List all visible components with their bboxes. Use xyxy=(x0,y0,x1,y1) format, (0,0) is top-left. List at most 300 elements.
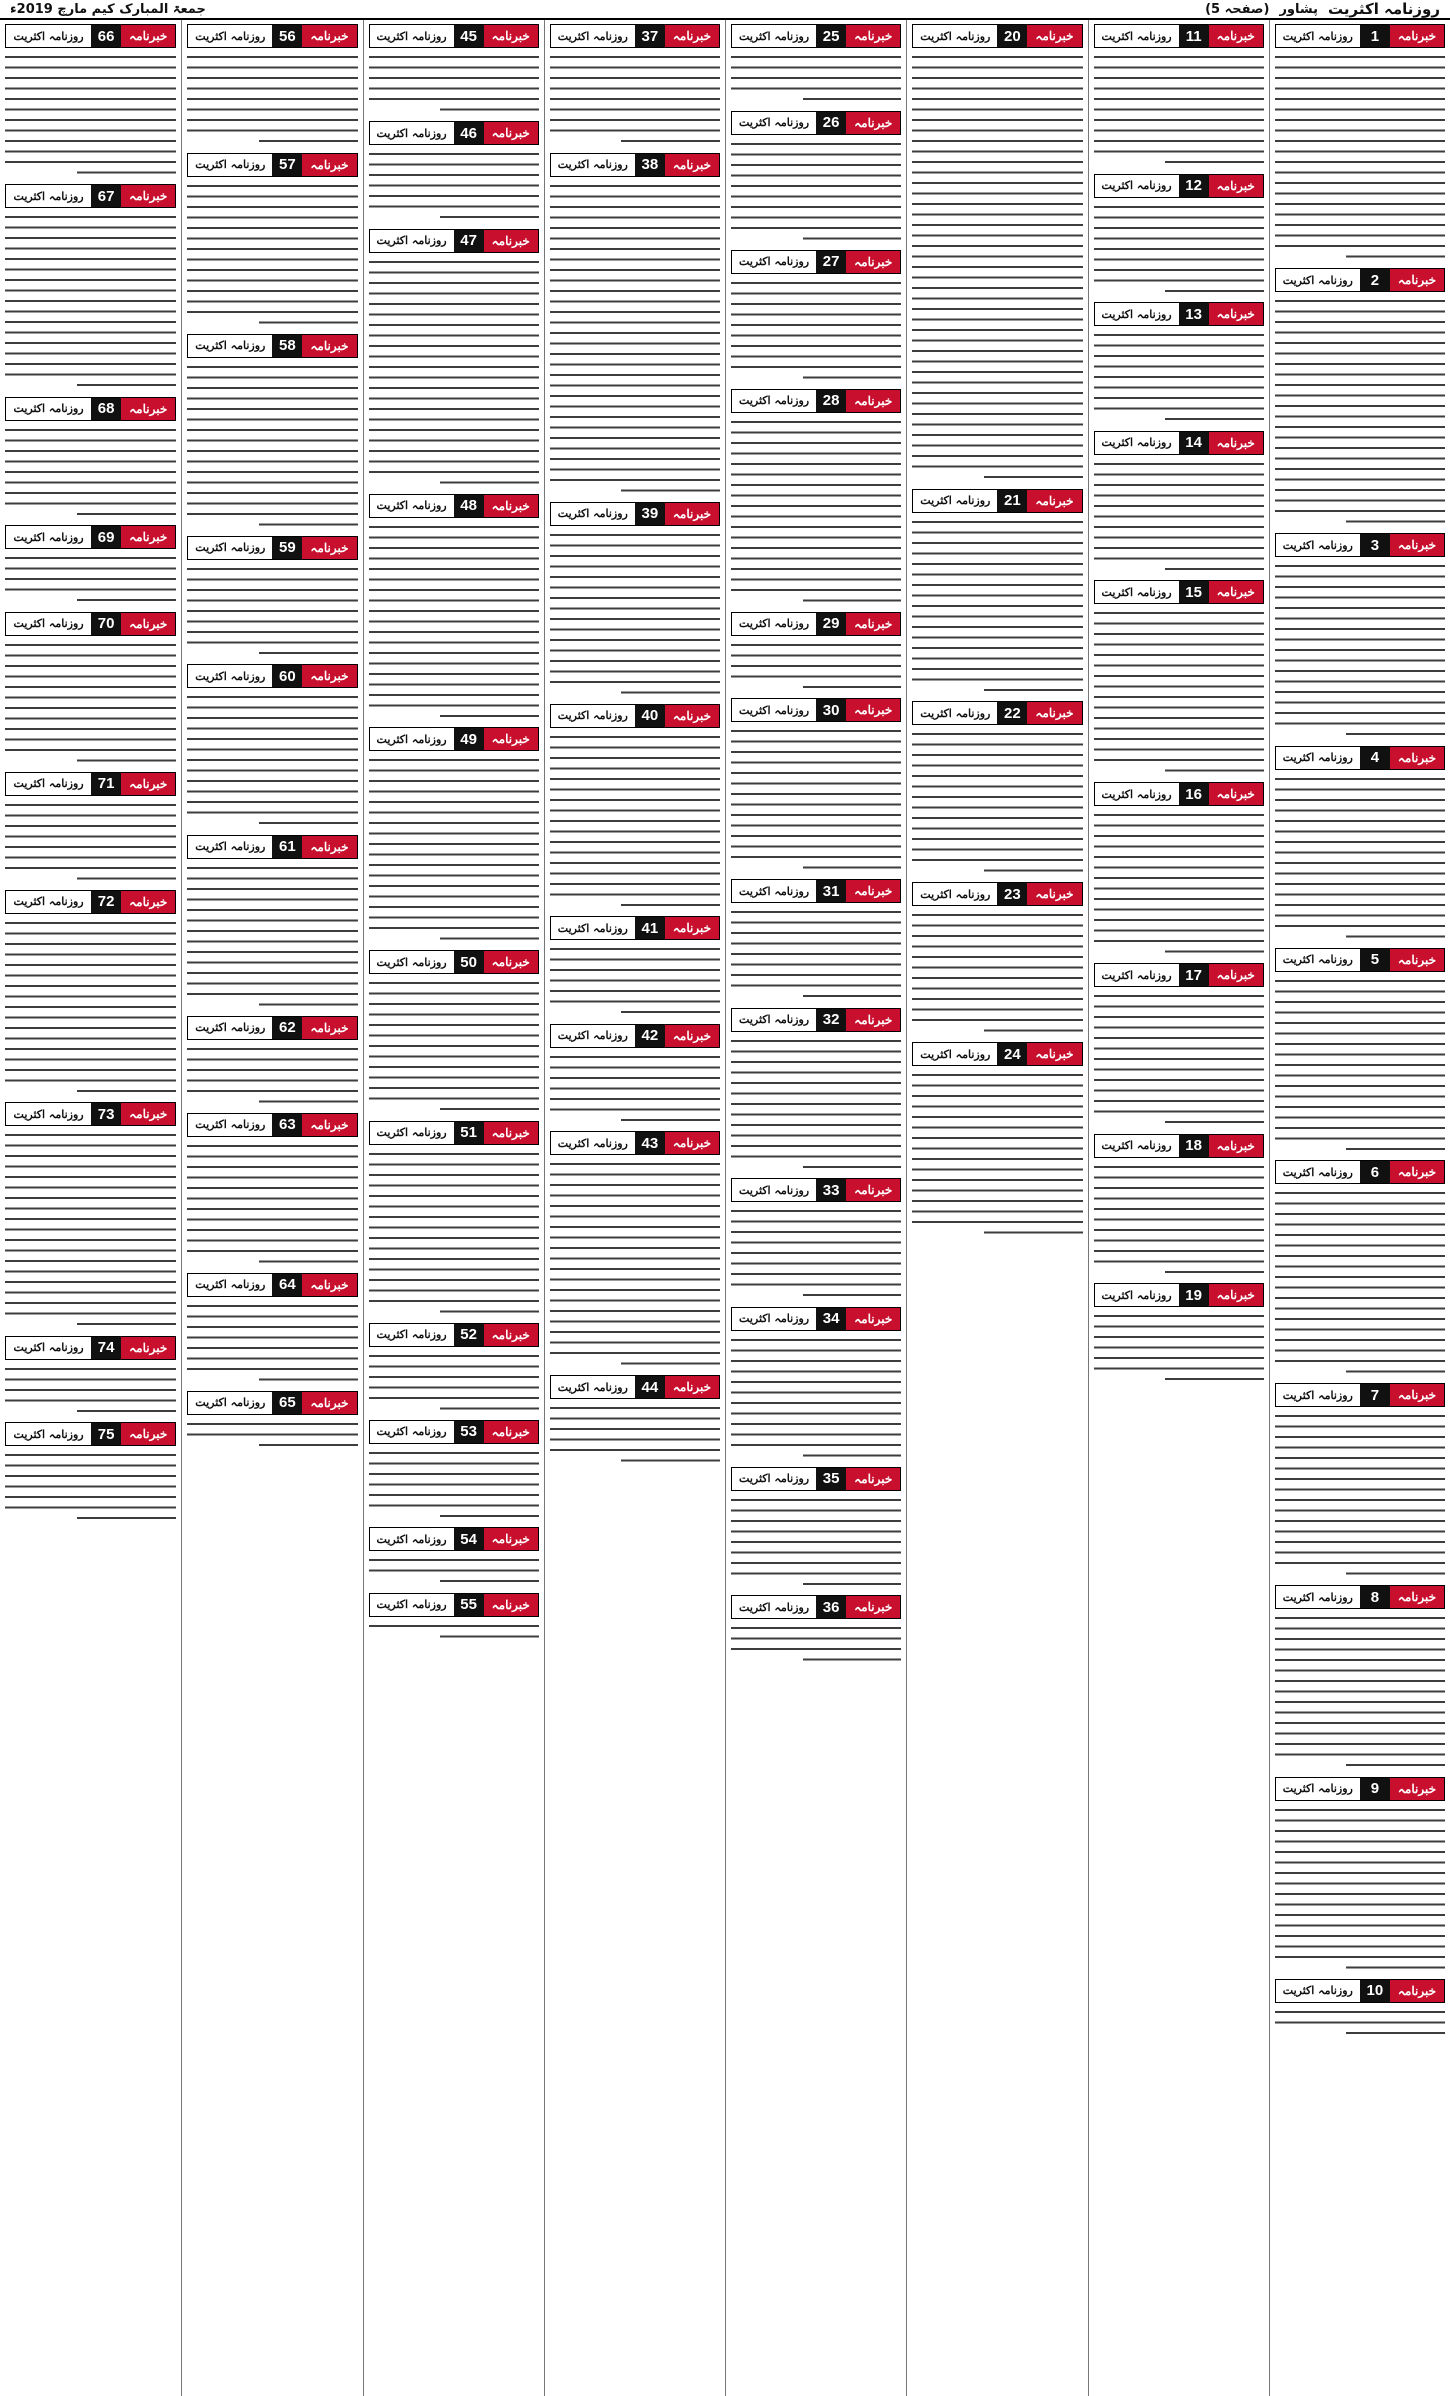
news-brief xyxy=(731,1008,901,1173)
brief-badge: خبرنامہ xyxy=(302,335,356,357)
brief-label xyxy=(550,24,720,48)
brief-source: روزنامہ اکثریت xyxy=(557,1136,628,1150)
brief-label xyxy=(369,24,539,48)
brief-body-text xyxy=(1275,1805,1445,1973)
brief-label xyxy=(187,1016,357,1040)
brief-source: روزنامہ اکثریت xyxy=(1101,1288,1172,1302)
news-brief xyxy=(5,397,176,520)
brief-source: روزنامہ اکثریت xyxy=(739,1013,810,1026)
news-brief xyxy=(5,612,176,766)
brief-body-text xyxy=(912,729,1082,876)
brief-body-text xyxy=(1094,1162,1264,1278)
brief-number: 14 xyxy=(1179,432,1209,454)
brief-source: روزنامہ اکثریت xyxy=(920,494,991,507)
brief-number: 56 xyxy=(272,25,302,47)
brief-body-text xyxy=(1094,202,1264,297)
brief-label xyxy=(1275,1383,1445,1407)
brief-body-text xyxy=(369,1555,539,1587)
news-brief xyxy=(1094,431,1264,575)
brief-body-text xyxy=(1275,774,1445,942)
brief-label xyxy=(187,24,357,48)
news-brief xyxy=(1094,174,1264,297)
brief-label xyxy=(1094,24,1264,48)
brief-label xyxy=(912,701,1082,725)
page-header xyxy=(0,0,1450,20)
brief-source: روزنامہ اکثریت xyxy=(739,116,810,129)
brief-body-text xyxy=(731,1335,901,1461)
brief-badge: خبرنامہ xyxy=(1209,581,1263,603)
brief-body-text xyxy=(731,1623,901,1665)
brief-label xyxy=(369,121,539,145)
brief-source: روزنامہ اکثریت xyxy=(376,1328,447,1341)
brief-source: روزنامہ اکثریت xyxy=(195,1118,266,1131)
brief-number: 60 xyxy=(272,665,302,687)
brief-badge: خبرنامہ xyxy=(1209,175,1263,197)
brief-label xyxy=(912,882,1082,906)
brief-source: روزنامہ اکثریت xyxy=(739,29,810,43)
brief-label xyxy=(5,525,176,549)
news-brief xyxy=(187,536,357,659)
brief-label xyxy=(731,389,901,413)
news-brief xyxy=(912,489,1082,696)
brief-badge: خبرنامہ xyxy=(1390,1161,1444,1183)
brief-body-text xyxy=(187,52,357,147)
news-brief xyxy=(369,1420,539,1522)
brief-badge: خبرنامہ xyxy=(484,122,538,144)
brief-body-text xyxy=(369,257,539,488)
brief-label xyxy=(1275,1160,1445,1184)
brief-number: 42 xyxy=(635,1025,665,1047)
brief-badge: خبرنامہ xyxy=(665,154,719,176)
brief-label xyxy=(912,24,1082,48)
brief-body-text xyxy=(187,692,357,829)
news-brief xyxy=(731,1307,901,1461)
brief-badge: خبرنامہ xyxy=(1209,25,1263,47)
brief-badge: خبرنامہ xyxy=(484,1122,538,1144)
brief-body-text xyxy=(1275,1411,1445,1579)
brief-badge: خبرنامہ xyxy=(1027,1043,1081,1065)
brief-body-text xyxy=(369,149,539,223)
brief-body-text xyxy=(1275,2007,1445,2039)
news-brief xyxy=(5,525,176,606)
brief-source: روزنامہ اکثریت xyxy=(557,709,628,722)
brief-badge: خبرنامہ xyxy=(1209,964,1263,986)
brief-source: روزنامہ اکثریت xyxy=(195,158,266,171)
brief-body-text xyxy=(5,553,176,606)
brief-number: 54 xyxy=(454,1528,484,1550)
brief-body-text xyxy=(731,1495,901,1590)
brief-source: روزنامہ اکثریت xyxy=(13,530,84,544)
brief-number: 28 xyxy=(816,390,846,412)
brief-body-text xyxy=(5,918,176,1097)
brief-badge: خبرنامہ xyxy=(1209,783,1263,805)
news-brief xyxy=(550,502,720,698)
brief-number: 68 xyxy=(91,398,121,420)
brief-source: روزنامہ اکثریت xyxy=(13,617,84,630)
brief-number: 7 xyxy=(1360,1384,1390,1406)
brief-source: روزنامہ اکثریت xyxy=(13,895,84,908)
brief-body-text xyxy=(1094,459,1264,575)
brief-label xyxy=(1275,533,1445,557)
brief-badge: خبرنامہ xyxy=(1390,25,1444,47)
brief-body-text xyxy=(1275,296,1445,527)
brief-source: روزنامہ اکثریت xyxy=(920,706,991,720)
news-brief xyxy=(5,772,176,884)
brief-body-text xyxy=(369,52,539,115)
news-brief xyxy=(1094,1283,1264,1385)
brief-number: 65 xyxy=(272,1392,302,1414)
brief-number: 48 xyxy=(454,495,484,517)
news-column xyxy=(181,20,362,2396)
news-brief xyxy=(187,153,357,328)
brief-source: روزنامہ اکثریت xyxy=(376,955,447,969)
news-brief xyxy=(1094,963,1264,1128)
brief-label xyxy=(5,1336,176,1360)
brief-source: روزنامہ اکثریت xyxy=(557,507,628,520)
brief-number: 11 xyxy=(1179,25,1209,47)
news-brief xyxy=(1275,1383,1445,1579)
brief-source: روزنامہ اکثریت xyxy=(13,1427,84,1441)
brief-body-text xyxy=(187,362,357,530)
brief-number: 32 xyxy=(816,1009,846,1031)
brief-source: روزنامہ اکثریت xyxy=(13,777,84,790)
brief-label xyxy=(731,612,901,636)
brief-body-text xyxy=(369,522,539,722)
brief-source: روزنامہ اکثریت xyxy=(1282,273,1353,287)
news-brief xyxy=(912,701,1082,876)
brief-label xyxy=(1094,302,1264,326)
brief-label xyxy=(912,489,1082,513)
brief-source: روزنامہ اکثریت xyxy=(739,394,810,407)
brief-label xyxy=(731,111,901,135)
news-brief xyxy=(550,24,720,147)
news-brief xyxy=(1094,24,1264,168)
brief-body-text xyxy=(187,1141,357,1267)
brief-number: 30 xyxy=(816,699,846,721)
brief-badge: خبرنامہ xyxy=(846,1596,900,1618)
news-brief xyxy=(369,950,539,1115)
brief-body-text xyxy=(912,910,1082,1036)
brief-label xyxy=(1094,963,1264,987)
news-brief xyxy=(187,1391,357,1451)
news-brief xyxy=(550,704,720,911)
news-columns xyxy=(0,20,1450,2396)
brief-label xyxy=(1094,782,1264,806)
brief-badge: خبرنامہ xyxy=(302,154,356,176)
brief-body-text xyxy=(1275,52,1445,262)
brief-number: 49 xyxy=(454,728,484,750)
brief-label xyxy=(1275,24,1445,48)
news-brief xyxy=(731,250,901,383)
brief-label xyxy=(550,704,720,728)
brief-source: روزنامہ اکثریت xyxy=(1101,787,1172,801)
brief-number: 43 xyxy=(635,1132,665,1154)
brief-number: 67 xyxy=(91,185,121,207)
news-brief xyxy=(369,494,539,722)
brief-body-text xyxy=(1275,1613,1445,1771)
news-brief xyxy=(731,1595,901,1665)
brief-number: 63 xyxy=(272,1114,302,1136)
brief-body-text xyxy=(912,1070,1082,1238)
brief-badge: خبرنامہ xyxy=(846,1009,900,1031)
brief-body-text xyxy=(550,530,720,698)
brief-number: 4 xyxy=(1360,747,1390,769)
brief-label xyxy=(731,24,901,48)
brief-badge: خبرنامہ xyxy=(1390,949,1444,971)
brief-body-text xyxy=(5,1364,176,1417)
brief-label xyxy=(369,1593,539,1617)
brief-label xyxy=(731,1307,901,1331)
brief-badge: خبرنامہ xyxy=(1390,269,1444,291)
brief-label xyxy=(1094,1134,1264,1158)
news-brief xyxy=(187,24,357,147)
news-brief xyxy=(187,1016,357,1107)
brief-source: روزنامہ اکثریت xyxy=(739,1183,810,1197)
brief-number: 59 xyxy=(272,537,302,559)
brief-number: 52 xyxy=(454,1324,484,1346)
brief-badge: خبرنامہ xyxy=(665,25,719,47)
brief-badge: خبرنامہ xyxy=(665,705,719,727)
brief-number: 46 xyxy=(454,122,484,144)
brief-number: 22 xyxy=(997,702,1027,724)
news-column xyxy=(1088,20,1269,2396)
brief-body-text xyxy=(550,944,720,1018)
brief-badge: خبرنامہ xyxy=(302,537,356,559)
news-brief xyxy=(1094,302,1264,425)
brief-number: 57 xyxy=(272,154,302,176)
brief-badge: خبرنامہ xyxy=(665,1025,719,1047)
brief-label xyxy=(5,1422,176,1446)
brief-number: 2 xyxy=(1360,269,1390,291)
brief-label xyxy=(5,890,176,914)
brief-source: روزنامہ اکثریت xyxy=(13,1107,84,1121)
brief-number: 23 xyxy=(997,883,1027,905)
brief-number: 18 xyxy=(1179,1135,1209,1157)
city-name: پشاور xyxy=(1279,1,1318,17)
brief-label xyxy=(550,153,720,177)
news-brief xyxy=(1275,1160,1445,1377)
brief-label xyxy=(5,184,176,208)
brief-body-text xyxy=(187,1301,357,1385)
brief-badge: خبرنامہ xyxy=(121,613,175,635)
brief-label xyxy=(731,698,901,722)
brief-body-text xyxy=(550,1403,720,1466)
brief-source: روزنامہ اکثریت xyxy=(1101,585,1172,599)
brief-source: روزنامہ اکثریت xyxy=(13,1341,84,1354)
news-brief xyxy=(912,1042,1082,1238)
brief-body-text xyxy=(731,278,901,383)
brief-body-text xyxy=(369,1149,539,1317)
brief-badge: خبرنامہ xyxy=(1390,1384,1444,1406)
brief-body-text xyxy=(369,1351,539,1414)
brief-label xyxy=(1275,268,1445,292)
news-brief xyxy=(369,24,539,115)
brief-source: روزنامہ اکثریت xyxy=(376,499,447,512)
brief-source: روزنامہ اکثریت xyxy=(376,1425,447,1438)
brief-label xyxy=(1275,1777,1445,1801)
brief-source: روزنامہ اکثریت xyxy=(1282,1165,1353,1179)
brief-badge: خبرنامہ xyxy=(846,613,900,635)
news-brief xyxy=(1275,24,1445,262)
brief-label xyxy=(187,536,357,560)
brief-number: 58 xyxy=(272,335,302,357)
brief-number: 71 xyxy=(91,773,121,795)
news-brief xyxy=(369,1121,539,1317)
brief-number: 73 xyxy=(91,1103,121,1125)
news-brief xyxy=(187,664,357,829)
brief-number: 1 xyxy=(1360,25,1390,47)
news-brief xyxy=(731,698,901,873)
brief-body-text xyxy=(5,1130,176,1330)
brief-number: 17 xyxy=(1179,964,1209,986)
brief-body-text xyxy=(912,52,1082,483)
brief-badge: خبرنامہ xyxy=(302,1392,356,1414)
brief-body-text xyxy=(369,1621,539,1642)
brief-label xyxy=(550,1375,720,1399)
newspaper-name: روزنامہ اکثریت xyxy=(1328,0,1440,18)
news-brief xyxy=(550,916,720,1018)
brief-label xyxy=(1094,580,1264,604)
brief-source: روزنامہ اکثریت xyxy=(739,1312,810,1325)
brief-number: 10 xyxy=(1360,1980,1390,2002)
brief-number: 19 xyxy=(1179,1284,1209,1306)
brief-label xyxy=(187,334,357,358)
brief-number: 33 xyxy=(816,1179,846,1201)
brief-source: روزنامہ اکثریت xyxy=(1282,751,1353,764)
brief-number: 15 xyxy=(1179,581,1209,603)
brief-label xyxy=(731,1467,901,1491)
brief-label xyxy=(369,950,539,974)
brief-source: روزنامہ اکثریت xyxy=(1101,179,1172,192)
brief-source: روزنامہ اکثریت xyxy=(1101,307,1172,321)
news-brief xyxy=(5,1422,176,1524)
brief-number: 6 xyxy=(1360,1161,1390,1183)
brief-body-text xyxy=(5,425,176,520)
news-brief xyxy=(187,1113,357,1267)
brief-source: روزنامہ اکثریت xyxy=(195,1278,266,1291)
news-brief xyxy=(5,890,176,1097)
brief-body-text xyxy=(731,417,901,606)
brief-body-text xyxy=(187,1419,357,1451)
brief-body-text xyxy=(187,181,357,328)
brief-body-text xyxy=(1094,608,1264,776)
news-brief xyxy=(369,1593,539,1642)
brief-source: روزنامہ اکثریت xyxy=(739,1472,810,1485)
brief-label xyxy=(369,1323,539,1347)
brief-badge: خبرنامہ xyxy=(846,25,900,47)
brief-number: 38 xyxy=(635,154,665,176)
news-brief xyxy=(1275,533,1445,740)
brief-label xyxy=(731,1178,901,1202)
brief-badge: خبرنامہ xyxy=(846,112,900,134)
brief-body-text xyxy=(5,52,176,178)
brief-badge: خبرنامہ xyxy=(846,699,900,721)
news-brief xyxy=(1094,782,1264,957)
news-brief xyxy=(5,1102,176,1330)
brief-source: روزنامہ اکثریت xyxy=(1282,29,1353,43)
brief-source: روزنامہ اکثریت xyxy=(1282,1590,1353,1604)
brief-label xyxy=(1275,1979,1445,2003)
brief-number: 13 xyxy=(1179,303,1209,325)
brief-number: 16 xyxy=(1179,783,1209,805)
brief-badge: خبرنامہ xyxy=(1390,534,1444,556)
brief-label xyxy=(731,1595,901,1619)
brief-source: روزنامہ اکثریت xyxy=(739,884,810,898)
brief-badge: خبرنامہ xyxy=(846,1179,900,1201)
brief-badge: خبرنامہ xyxy=(484,951,538,973)
brief-badge: خبرنامہ xyxy=(1027,702,1081,724)
brief-number: 37 xyxy=(635,25,665,47)
brief-body-text xyxy=(187,1044,357,1107)
brief-source: روزنامہ اکثریت xyxy=(557,921,628,935)
news-brief xyxy=(369,229,539,488)
brief-badge: خبرنامہ xyxy=(1390,1980,1444,2002)
brief-number: 21 xyxy=(997,490,1027,512)
brief-source: روزنامہ اکثریت xyxy=(13,29,84,43)
brief-source: روزنامہ اکثریت xyxy=(13,189,84,203)
news-column xyxy=(725,20,906,2396)
brief-source: روزنامہ اکثریت xyxy=(1101,29,1172,43)
brief-badge: خبرنامہ xyxy=(121,1423,175,1445)
brief-label xyxy=(5,1102,176,1126)
brief-label xyxy=(5,24,176,48)
brief-label xyxy=(187,1273,357,1297)
news-brief xyxy=(187,334,357,530)
brief-number: 31 xyxy=(816,880,846,902)
brief-source: روزنامہ اکثریت xyxy=(557,1029,628,1042)
brief-source: روزنامہ اکثریت xyxy=(195,1021,266,1034)
brief-badge: خبرنامہ xyxy=(665,1376,719,1398)
brief-source: روزنامہ اکثریت xyxy=(1282,1984,1353,1997)
brief-body-text xyxy=(1275,1188,1445,1377)
brief-badge: خبرنامہ xyxy=(121,25,175,47)
brief-source: روزنامہ اکثریت xyxy=(557,158,628,171)
brief-badge: خبرنامہ xyxy=(121,1337,175,1359)
brief-source: روزنامہ اکثریت xyxy=(195,541,266,554)
brief-label xyxy=(5,772,176,796)
news-brief xyxy=(1275,268,1445,527)
brief-body-text xyxy=(550,1159,720,1369)
brief-body-text xyxy=(1094,810,1264,957)
brief-source: روزنامہ اکثریت xyxy=(920,1047,991,1061)
brief-badge: خبرنامہ xyxy=(484,1324,538,1346)
brief-body-text xyxy=(912,517,1082,696)
issue-date: جمعۃ المبارک کیم مارچ 2019ء xyxy=(10,1,206,17)
brief-body-text xyxy=(731,1206,901,1301)
brief-number: 62 xyxy=(272,1017,302,1039)
brief-source: روزنامہ اکثریت xyxy=(195,29,266,43)
brief-body-text xyxy=(369,755,539,944)
brief-badge: خبرنامہ xyxy=(302,836,356,858)
news-brief xyxy=(369,727,539,944)
brief-label xyxy=(369,727,539,751)
brief-badge: خبرنامہ xyxy=(846,1308,900,1330)
brief-badge: خبرنامہ xyxy=(121,1103,175,1125)
brief-source: روزنامہ اکثریت xyxy=(195,669,266,683)
brief-number: 45 xyxy=(454,25,484,47)
brief-number: 35 xyxy=(816,1468,846,1490)
brief-badge: خبرنامہ xyxy=(121,398,175,420)
news-brief xyxy=(1275,1979,1445,2039)
brief-badge: خبرنامہ xyxy=(1209,432,1263,454)
brief-number: 26 xyxy=(816,112,846,134)
brief-number: 50 xyxy=(454,951,484,973)
news-brief xyxy=(187,835,357,1010)
brief-badge: خبرنامہ xyxy=(1390,747,1444,769)
brief-source: روزنامہ اکثریت xyxy=(1282,538,1353,552)
news-column xyxy=(0,20,181,2396)
brief-source: روزنامہ اکثریت xyxy=(1101,1139,1172,1152)
